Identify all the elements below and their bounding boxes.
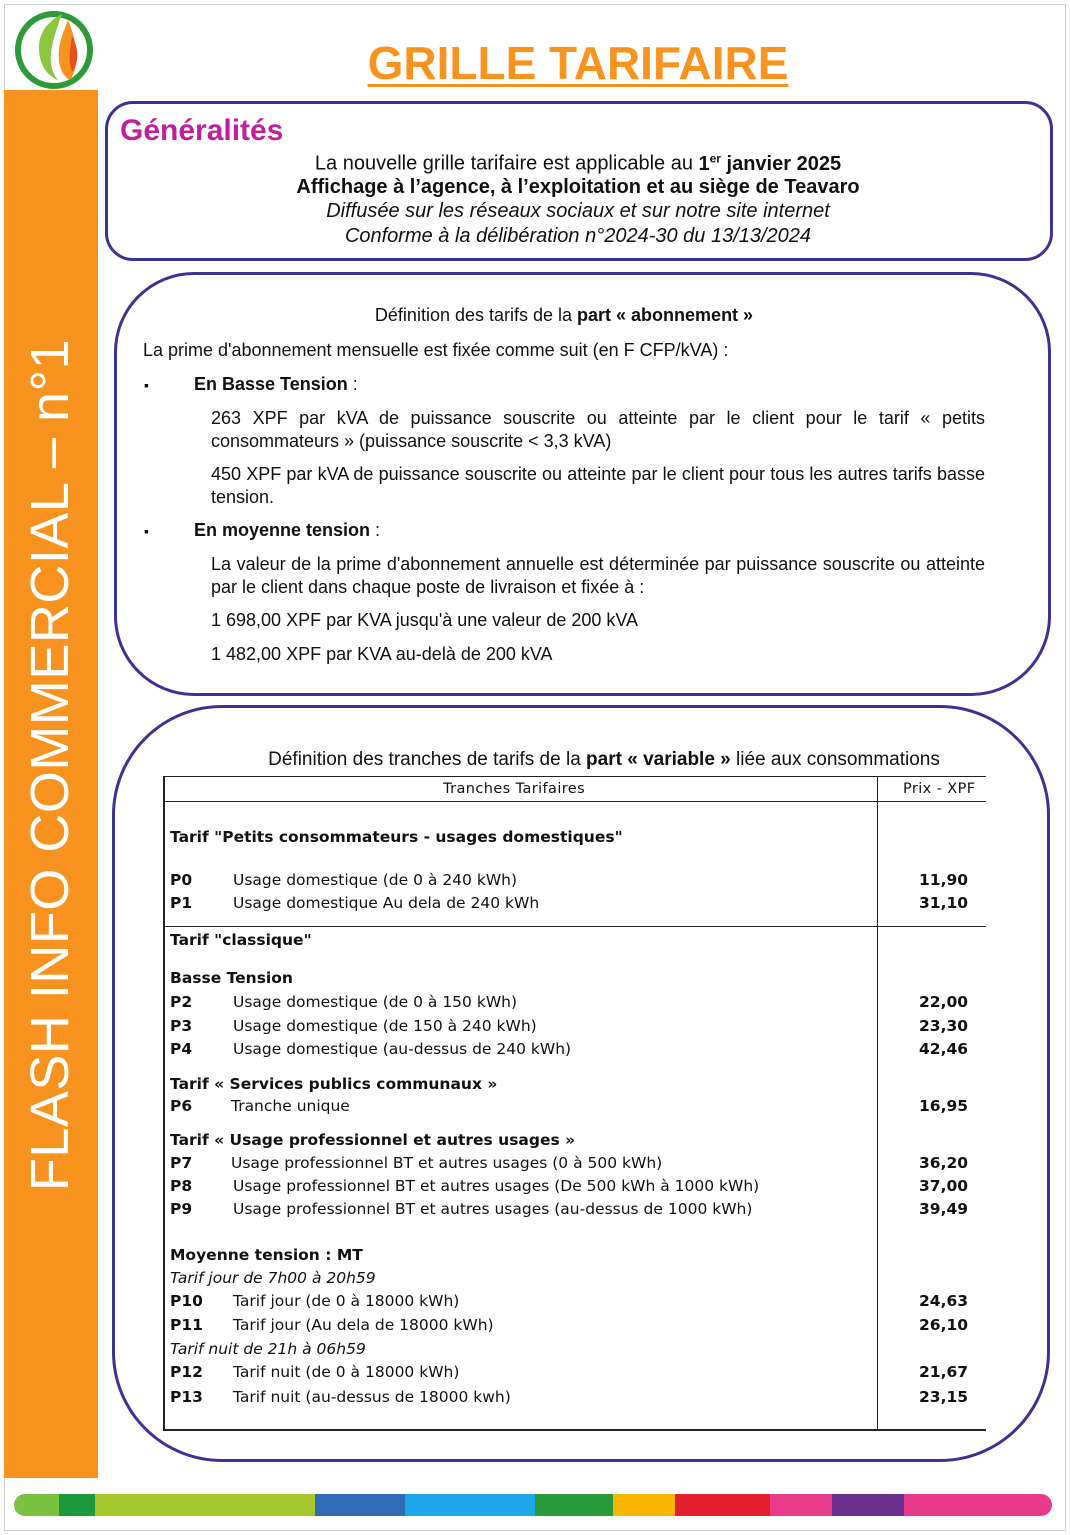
tariff-price: 31,10	[919, 894, 969, 912]
tariff-code: P1	[170, 894, 193, 912]
section-services-publics: Tarif « Services publics communaux »	[170, 1075, 498, 1093]
table-column-divider	[877, 776, 878, 1430]
tariff-price: 39,49	[919, 1200, 969, 1218]
tariff-label: Usage professionnel BT et autres usages (De 500 kWh à 1000 kWh)	[233, 1177, 760, 1195]
mt-tarif-nuit-subtitle: Tarif nuit de 21h à 06h59	[170, 1340, 366, 1358]
section-usage-professionnel: Tarif « Usage professionnel et autres usages »	[170, 1131, 576, 1149]
abonnement-intro: La prime d'abonnement mensuelle est fixée comme suit (en F CFP/kVA) :	[143, 340, 729, 360]
mt-tarif-jour-subtitle: Tarif jour de 7h00 à 20h59	[170, 1269, 376, 1287]
section-classique: Tarif "classique"	[170, 931, 312, 949]
tariff-code: P11	[170, 1316, 203, 1334]
bullet-mt: ▪	[144, 523, 149, 539]
tariff-code: P0	[170, 871, 193, 889]
moyenne-tension-heading: En moyenne tension :	[194, 520, 381, 540]
section-petits-consommateurs: Tarif "Petits consommateurs - usages domestiques"	[170, 828, 623, 846]
tariff-label: Usage domestique (de 0 à 150 kWh)	[233, 993, 518, 1011]
side-banner-text: FLASH INFO COMMERCIAL – n°1	[20, 338, 80, 1192]
generalites-heading: Généralités	[120, 114, 284, 147]
tariff-label: Tarif nuit (au-dessus de 18000 kwh)	[233, 1388, 511, 1406]
tariff-price: 11,90	[919, 871, 969, 889]
tariff-code: P12	[170, 1363, 203, 1381]
generalites-line-deliberation: Conforme à la délibération n°2024-30 du 13/13/2024	[344, 225, 812, 247]
table-top-line	[163, 776, 986, 777]
table-bottom-line	[163, 1429, 986, 1431]
basse-tension-heading: En Basse Tension :	[194, 374, 358, 394]
tariff-label: Usage domestique (au-dessus de 240 kWh)	[233, 1040, 572, 1058]
tariff-label: Usage professionnel BT et autres usages (0 à 500 kWh)	[231, 1154, 663, 1172]
tariff-label: Usage professionnel BT et autres usages (au-dessus de 1000 kWh)	[233, 1200, 753, 1218]
generalites-line-affichage: Affichage à l’agence, à l’exploitation et au siège de Teavaro	[296, 176, 860, 198]
tariff-price: 42,46	[919, 1040, 969, 1058]
moyenne-tension-para-3: 1 482,00 XPF par KVA au-delà de 200 kVA	[211, 644, 553, 664]
table-left-border	[163, 776, 165, 1430]
generalites-line-diffusion: Diffusée sur les réseaux sociaux et sur notre site internet	[326, 200, 830, 222]
basse-tension-para-2: 450 XPF par kVA de puissance souscrite ou atteinte par le client pour tous les autres tarifs basse tension.	[211, 464, 985, 507]
tariff-price: 16,95	[919, 1097, 969, 1115]
tariff-price: 26,10	[919, 1316, 969, 1334]
bullet-bt: ▪	[144, 377, 149, 393]
tariff-price: 37,00	[919, 1177, 969, 1195]
tariff-code: P2	[170, 993, 193, 1011]
tariff-price: 23,15	[919, 1388, 969, 1406]
tariff-label: Usage domestique (de 0 à 240 kWh)	[233, 871, 518, 889]
moyenne-tension-para-2: 1 698,00 XPF par KVA jusqu'à une valeur de 200 kVA	[211, 610, 639, 630]
table-section-line	[163, 926, 986, 927]
tariff-label: Tarif jour (Au dela de 18000 kWh)	[233, 1316, 494, 1334]
tariff-label: Tranche unique	[231, 1097, 350, 1115]
flame-logo	[12, 6, 100, 90]
tariff-code: P8	[170, 1177, 193, 1195]
tariff-price: 24,63	[919, 1292, 969, 1310]
tariff-price: 23,30	[919, 1017, 969, 1035]
moyenne-tension-para-1: La valeur de la prime d'abonnement annuelle est déterminée par puissance souscrite ou atteinte par le client dans chaque poste de livraison et fixée à :	[211, 554, 985, 597]
basse-tension-para-1: 263 XPF par kVA de puissance souscrite ou atteinte par le client pour le tarif « petits consommateurs » (puissance souscrite < 3,3 kVA)	[211, 408, 985, 451]
page-title: GRILLE TARIFAIRE	[367, 37, 789, 89]
table-header-line	[163, 801, 986, 802]
tariff-code: P3	[170, 1017, 193, 1035]
abonnement-title: Définition des tarifs de la part « abonnement »	[374, 305, 754, 325]
tariff-code: P4	[170, 1040, 193, 1058]
column-header-tranches: Tranches Tarifaires	[443, 781, 586, 797]
column-header-prix: Prix - XPF	[903, 781, 976, 797]
tariff-label: Usage domestique Au dela de 240 kWh	[233, 894, 540, 912]
decorative-color-strip	[14, 1494, 1052, 1516]
tariff-price: 36,20	[919, 1154, 969, 1172]
tariff-code: P6	[170, 1097, 193, 1115]
tariff-price: 21,67	[919, 1363, 969, 1381]
variable-title: Définition des tranches de tarifs de la part « variable » liée aux consommations	[268, 749, 940, 770]
tariff-code: P13	[170, 1388, 203, 1406]
subsection-basse-tension: Basse Tension	[170, 969, 293, 987]
tariff-label: Tarif nuit (de 0 à 18000 kWh)	[233, 1363, 460, 1381]
tariff-label: Usage domestique (de 150 à 240 kWh)	[233, 1017, 537, 1035]
tariff-price: 22,00	[919, 993, 969, 1011]
tariff-code: P10	[170, 1292, 203, 1310]
tariff-code: P7	[170, 1154, 193, 1172]
tariff-label: Tarif jour (de 0 à 18000 kWh)	[233, 1292, 460, 1310]
section-moyenne-tension: Moyenne tension : MT	[170, 1246, 363, 1264]
generalites-line-date: La nouvelle grille tarifaire est applicable au 1er janvier 2025	[314, 151, 842, 175]
tariff-code: P9	[170, 1200, 193, 1218]
